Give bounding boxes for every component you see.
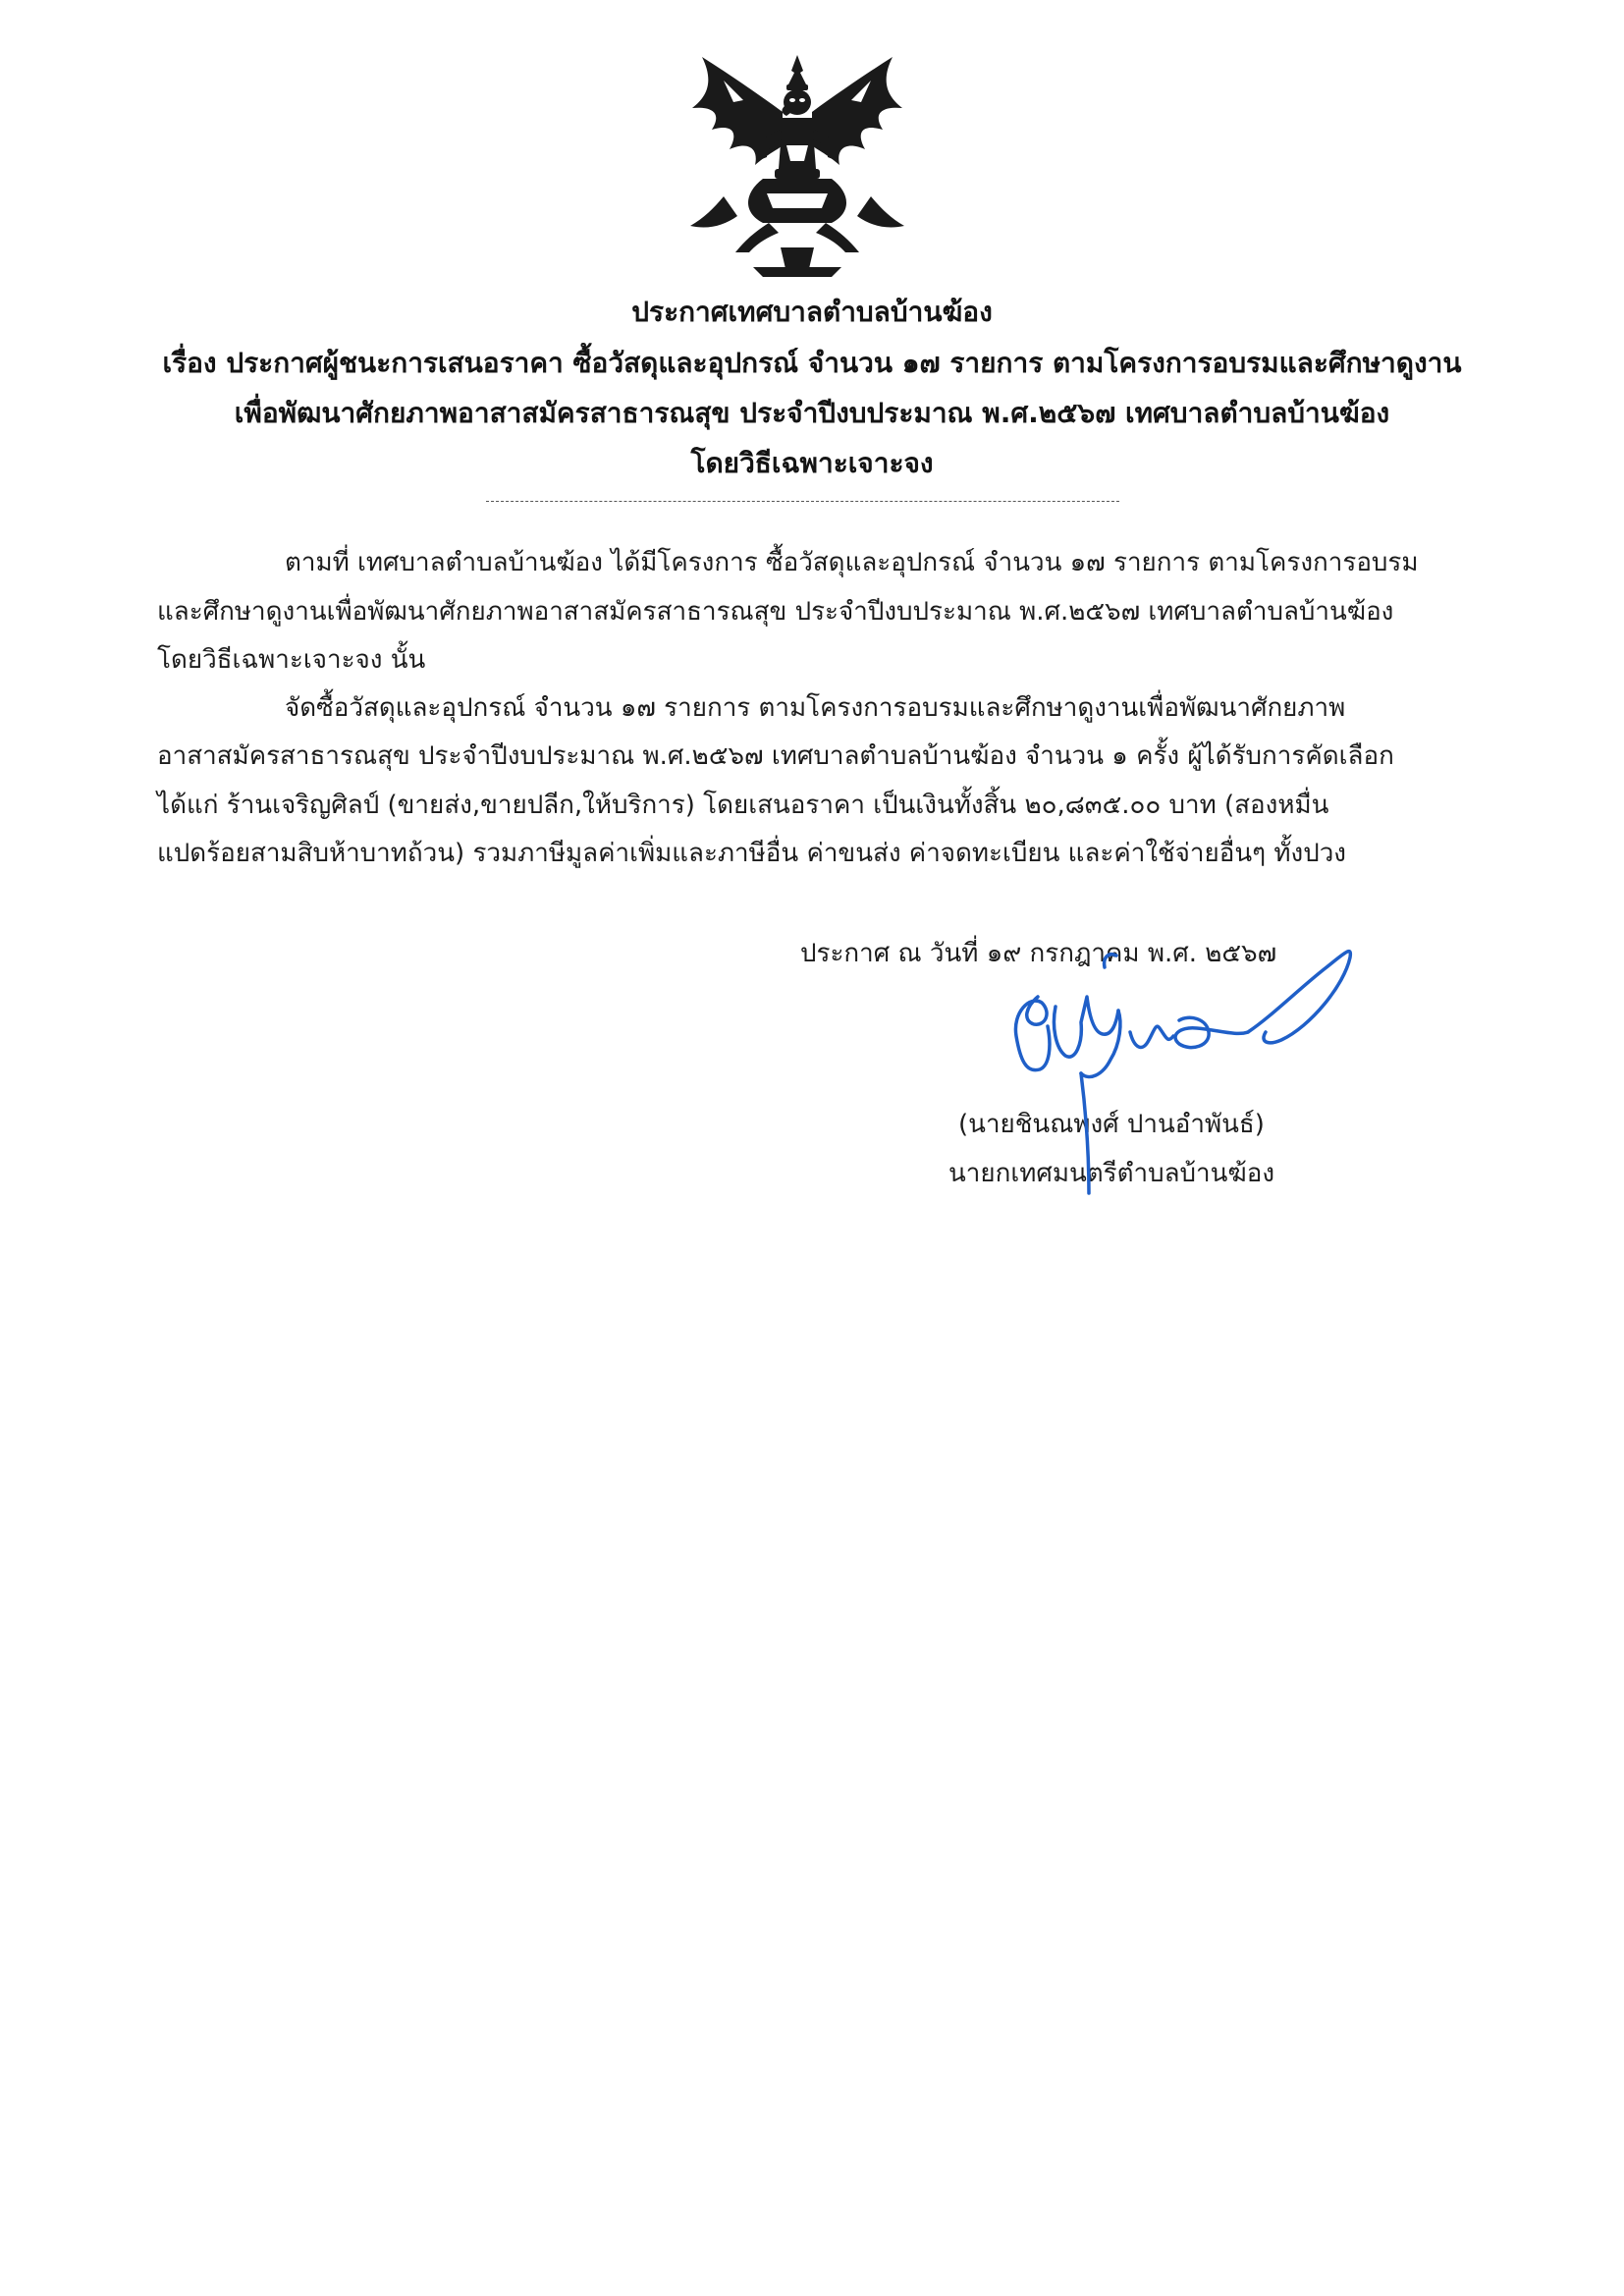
subject-line-1: เรื่อง ประกาศผู้ชนะการเสนอราคา ซื้อวัสดุและอุปกรณ์ จำนวน ๑๗ รายการ ตามโครงการอบรมและศึกษาดูงาน	[162, 347, 1462, 379]
paragraph2-line1: จัดซื้อวัสดุและอุปกรณ์ จำนวน ๑๗ รายการ ตามโครงการอบรมและศึกษาดูงานเพื่อพัฒนาศักยภาพ	[285, 693, 1346, 723]
paragraph2-line3: ได้แก่ ร้านเจริญศิลป์ (ขายส่ง,ขายปลีก,ให้บริการ) โดยเสนอราคา เป็นเงินทั้งสิ้น ๒๐,๘๓๕.๐๐ บาท (สองหมื่น	[157, 791, 1329, 820]
paragraph1-line3: โดยวิธีเฉพาะเจาะจง นั้น	[157, 645, 426, 675]
subject-line-3: โดยวิธีเฉพาะเจาะจง	[690, 447, 934, 479]
signatory-name: (นายชินณพงศ์ ปานอำพันธ์)	[958, 1110, 1265, 1139]
paragraph1-line2: และศึกษาดูงานเพื่อพัฒนาศักยภาพอาสาสมัครสาธารณสุข ประจำปีงบประมาณ พ.ศ.๒๕๖๗ เทศบาลตำบลบ้านฆ้อง	[157, 597, 1394, 627]
announcement-title: ประกาศเทศบาลตำบลบ้านฆ้อง	[631, 296, 993, 328]
handwritten-signature-icon	[987, 938, 1438, 1272]
subject-line-2: เพื่อพัฒนาศักยภาพอาสาสมัครสาธารณสุข ประจำปีงบประมาณ พ.ศ.๒๕๖๗ เทศบาลตำบลบ้านฆ้อง	[234, 397, 1390, 429]
signatory-position: นายกเทศมนตรีตำบลบ้านฆ้อง	[947, 1159, 1275, 1188]
announcement-date: ประกาศ ณ วันที่ ๑๙ กรกฎาคม พ.ศ. ๒๕๖๗	[800, 939, 1277, 968]
paragraph1-line1: ตามที่ เทศบาลตำบลบ้านฆ้อง ได้มีโครงการ ซื้อวัสดุและอุปกรณ์ จำนวน ๑๗ รายการ ตามโครงการอบรม	[285, 548, 1419, 577]
garuda-emblem-icon	[684, 51, 910, 282]
paragraph2-line4: แปดร้อยสามสิบห้าบาทถ้วน) รวมภาษีมูลค่าเพิ่มและภาษีอื่น ค่าขนส่ง ค่าจดทะเบียน และค่าใช้จ่ายอื่นๆ ทั้งปวง	[157, 839, 1346, 868]
title-divider	[486, 501, 1119, 502]
paragraph2-line2: อาสาสมัครสาธารณสุข ประจำปีงบประมาณ พ.ศ.๒๕๖๗ เทศบาลตำบลบ้านฆ้อง จำนวน ๑ ครั้ง ผู้ได้รับการคัดเลือก	[157, 741, 1394, 771]
